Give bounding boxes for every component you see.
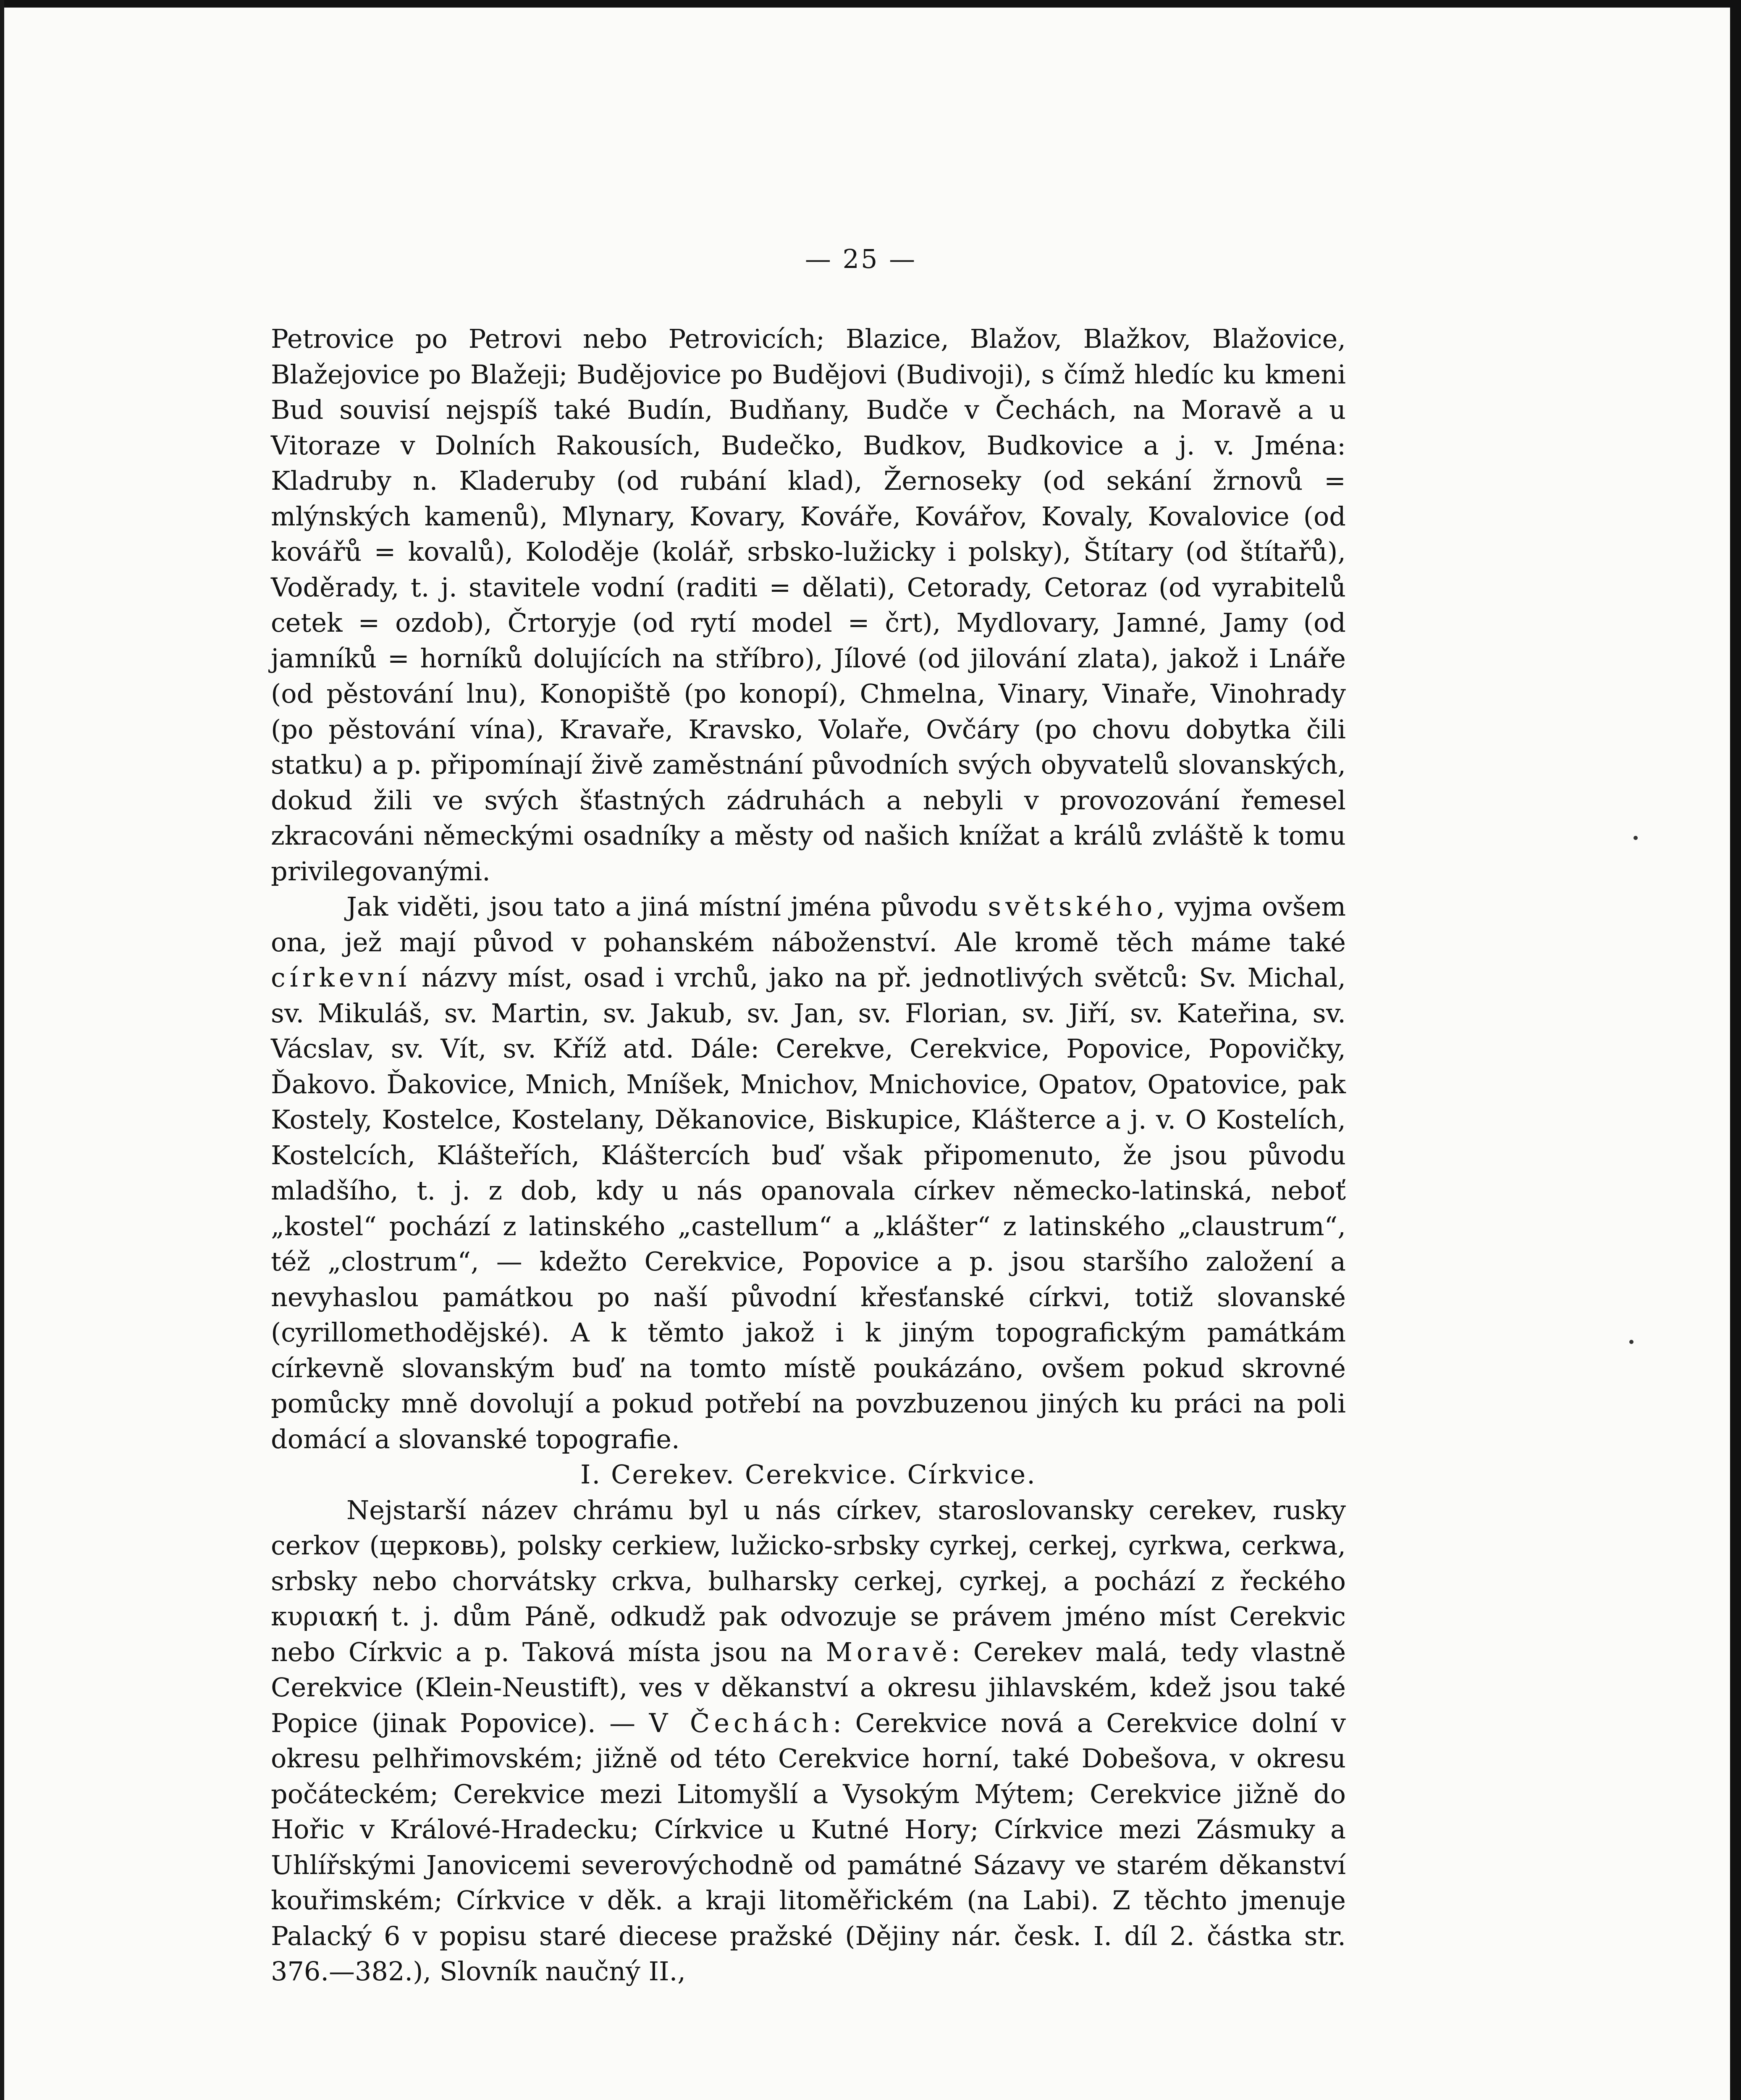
- emphasis-cirkevni: církevní: [271, 962, 411, 993]
- scan-border-left: [0, 0, 4, 2100]
- scan-border-top: [0, 0, 1741, 8]
- paragraph-3-text: Nejstarší název chrámu byl u nás církev, staroslovansky cerekev, rusky cerkov (церковь), polsky cerkiew, lužicko-srbsky cyrkej, cerkej, cyrkwa, cerkwa, srbsky nebo chorvátsky crkva, bulharsky cerkej, cyrkej, a pochází z řeckého κυριακή t. j. dům Páně, odkudž pak odvozuje se právem jméno míst Cerekvic nebo Církvic a p. Taková místa jsou na: [271, 1494, 1346, 1667]
- paragraph-3-text: : Cerekev malá, tedy vlastně Cerekvice (Klein-Neustift), ves v děkanství a okresu jihlavském, kdež jsou také Popice (jinak Popovice). —: [271, 1636, 1346, 1738]
- scan-speck: [1633, 836, 1638, 840]
- paragraph-2-text: názvy míst, osad i vrchů, jako na př. jednotlivých světců: Sv. Michal, sv. Mikuláš, sv. Martin, sv. Jakub, sv. Jan, sv. Florian, sv. Jiří, sv. Kateřina, sv. Vácslav, sv. Vít, sv. Kříž atd. Dále: Cerekve, Cerekvice, Popovice, Popovičky, Ďakovo. Ďakovice, Mnich, Mníšek, Mnichov, Mnichovice, Opatov, Opatovice, pak Kostely, Kostelce, Kostelany, Děkanovice, Biskupice, Klášterce a j. v. O Kostelích, Kostelcích, Klášteřích, Kláštercích buď však připomenuto, že jsou původu mladšího, t. j. z dob, kdy u nás opanovala církev německo-latinská, neboť „kostel“ pochází z latinského „castellum“ a „klášter“ z latinského „claustrum“, též „clostrum“, — kdežto Cerekvice, Popovice a p. jsou staršího založení a nevyhaslou památkou po naší původní křesťanské církvi, totiž slovanské (cyrillomethodějské). A k těmto jakož i k jiným topografickým památkám církevně slovanským buď na tomto místě poukázáno, ovšem pokud skrovné pomůcky mně dovolují a pokud potřebí na povzbuzenou jiných ku práci na poli domácí a slovanské topografie.: [271, 962, 1346, 1454]
- emphasis-v-cechach: V Čechách: [649, 1707, 833, 1738]
- scan-border-right: [1730, 0, 1741, 2100]
- paragraph-1: Petrovice po Petrovi nebo Petrovicích; Blazice, Blažov, Blažkov, Blažovice, Blažejovice po Blažeji; Budějovice po Budějovi (Budivoji), s čímž hledíc ku kmeni Bud souvisí nejspíš také Budín, Budňany, Budče v Čechách, na Moravě a u Vitoraze v Dolních Rakousích, Budečko, Budkov, Budkovice a j. v. Jména: Kladruby n. Kladeruby (od rubání klad), Žernoseky (od sekání žrnovů = mlýnských kamenů), Mlynary, Kovary, Kováře, Kovářov, Kovaly, Kovalovice (od kovářů = kovalů), Koloděje (kolář, srbsko-lužicky i polsky), Štítary (od štítařů), Voděrady, t. j. stavitele vodní (raditi = dělati), Cetorady, Cetoraz (od vyrabitelů cetek = ozdob), Črtoryje (od rytí model = črt), Mydlovary, Jamné, Jamy (od jamníků = horníků dolujících na stříbro), Jílové (od jilování zlata), jakož i Lnáře (od pěstování lnu), Konopiště (po konopí), Chmelna, Vinary, Vinaře, Vinohrady (po pěstování vína), Kravaře, Kravsko, Volaře, Ovčáry (po chovu dobytka čili statku) a p. připomínají živě zaměstnání původních svých obyvatelů slovanských, dokud žili ve svých šťastných zádruhách a nebyli v provozování řemesel zkracováni německými osadníky a městy od našich knížat a králů zvláště k tomu privilegovanými.: [271, 323, 1346, 887]
- paragraph-3-text: : Cerekvice nová a Cerekvice dolní v okresu pelhřimovském; jižně od této Cerekvice horní, také Dobešova, v okresu počáteckém; Cerekvice mezi Litomyšlí a Vysokým Mýtem; Cerekvice jižně do Hořic v Králové-Hradecku; Církvice u Kutné Hory; Církvice mezi Zásmuky a Uhlířskými Janovicemi severovýchodně od památné Sázavy ve starém děkanství kouřimském; Církvice v děk. a kraji litoměřickém (na Labi). Z těchto jmenuje Palacký 6 v popisu staré diecese pražské (Dějiny nár. česk. I. díl 2. částka str. 376.—382.), Slovník naučný II.,: [271, 1707, 1346, 1987]
- paragraph-2: [271, 889, 1346, 1457]
- paragraph-3: [271, 1493, 1346, 1990]
- body-text: [271, 321, 1346, 1990]
- scan-speck: [1629, 1340, 1633, 1344]
- paragraph-2-text: , vyjma ovšem ona, jež mají původ v pohanském náboženství. Ale kromě těch máme také: [271, 891, 1346, 958]
- page-number: — 25 —: [805, 244, 917, 274]
- paragraph-2-text: Jak viděti, jsou tato a jiná místní jména původu: [346, 891, 988, 922]
- section-heading: I. Cerekev. Cerekvice. Církvice.: [580, 1459, 1036, 1490]
- emphasis-svetskeho: světského: [988, 891, 1157, 922]
- emphasis-morave: Moravě: [826, 1636, 952, 1667]
